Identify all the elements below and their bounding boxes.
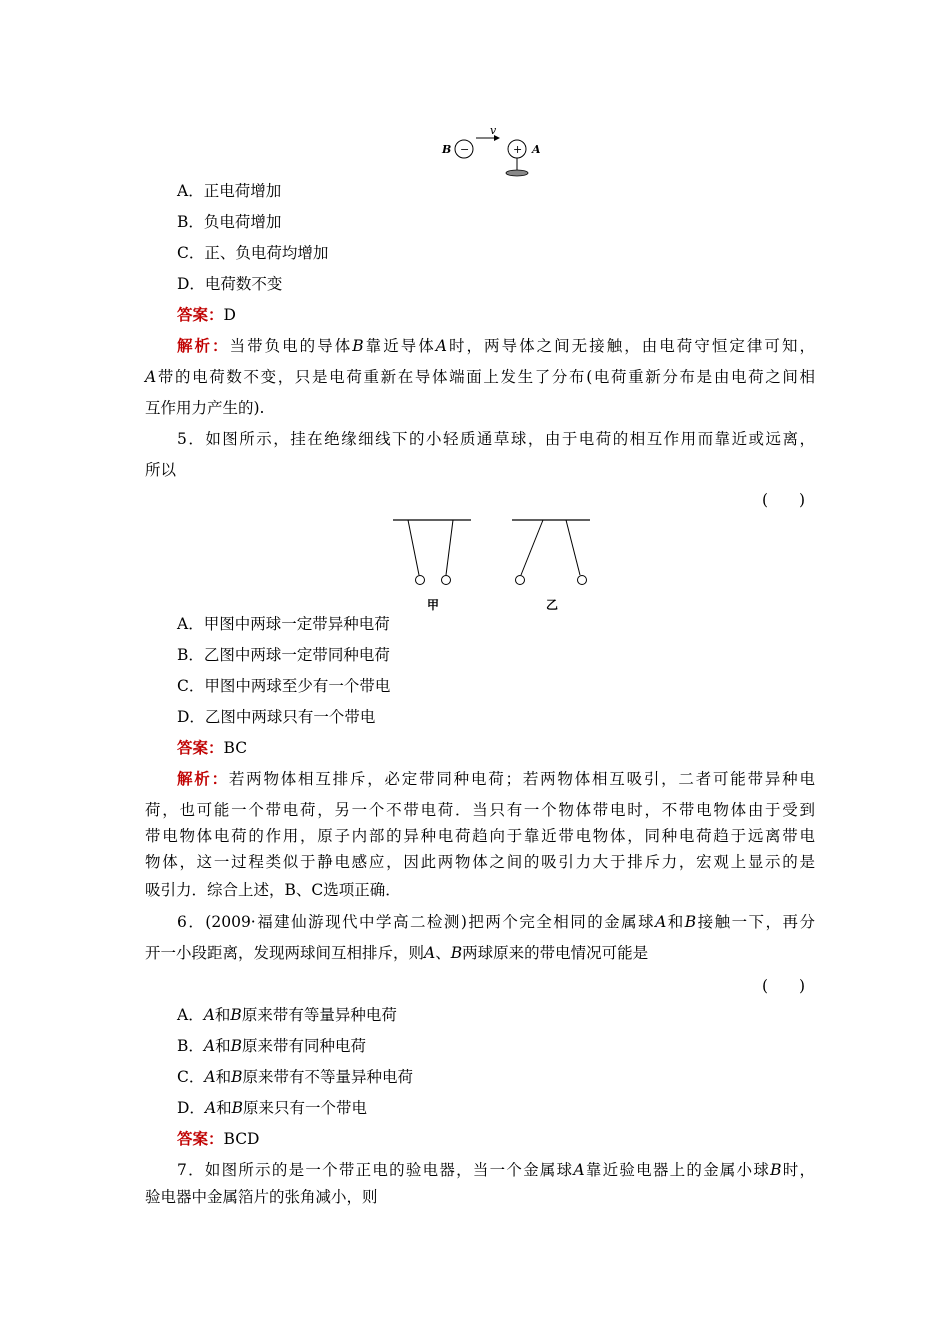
fig1-label-a: A (532, 143, 541, 156)
q5-option-d: D．乙图中两球只有一个带电 (177, 708, 376, 726)
q6-option-a: A．A和B原来带有等量异种电荷 (177, 1006, 397, 1024)
thread (446, 520, 453, 575)
q5-analysis-line-5: 吸引力．综合上述，B、C选项正确． (145, 881, 401, 899)
q5-answer (177, 738, 847, 758)
q4-analysis-line-3: 互作用力产生的). (145, 399, 265, 417)
thread (521, 520, 543, 575)
figure-pith-balls (390, 515, 595, 615)
q7-stem-line-2: 验电器中金属箔片的张角减小，则 (145, 1188, 378, 1206)
q6-answer-blank: ( ) (762, 977, 806, 995)
answer-label: 答案： (177, 1129, 224, 1148)
fig1-label-b: B (442, 143, 452, 156)
q5-option-c: C．甲图中两球至少有一个带电 (177, 677, 391, 695)
q6-option-b: B．A和B原来带有同种电荷 (177, 1037, 367, 1055)
q5-analysis-line-2: 荷，也可能一个带电荷，另一个不带电荷．当只有一个物体带电时，不带电物体由于受到 (145, 801, 815, 819)
thread (566, 520, 580, 575)
q6-option-c: C．A和B原来带有不等量异种电荷 (177, 1068, 413, 1086)
fig1-sign-b: − (460, 143, 470, 156)
q6-answer (177, 1129, 847, 1149)
q5-stem-line-1: 5．如图所示，挂在绝缘细线下的小轻质通草球，由于电荷的相互作用而靠近或远离， (177, 430, 815, 448)
q4-analysis-line-2: A带的电荷数不变，只是电荷重新在导体端面上发生了分布(电荷重新分布是由电荷之间相 (145, 368, 815, 386)
fig2-label-right: 乙 (546, 598, 559, 612)
stand-base (506, 170, 528, 176)
answer-value: D (223, 306, 236, 324)
pith-ball (516, 576, 525, 585)
analysis-label: 解析： (177, 336, 230, 355)
fig2-label-left: 甲 (427, 598, 440, 612)
answer-label: 答案： (177, 305, 224, 324)
answer-label: 答案： (177, 738, 224, 757)
q4-analysis-line-1: 解析：当带负电的导体B靠近导体A时，两导体之间无接触，由电荷守恒定律可知， (177, 336, 815, 355)
thread (408, 520, 419, 575)
figure-charge-approach (440, 124, 550, 180)
q4-answer (177, 305, 847, 325)
q5-answer-blank: ( ) (762, 491, 806, 509)
q4-option-b: B．负电荷增加 (177, 213, 282, 231)
q6-option-d: D．A和B原来只有一个带电 (177, 1099, 368, 1117)
pith-ball (442, 576, 451, 585)
q4-option-c: C．正、负电荷均增加 (177, 244, 329, 262)
q5-analysis-line-4: 物体，这一过程类似于静电感应，因此两物体之间的吸引力大于排斥力，宏观上显示的是 (145, 853, 815, 871)
q5-analysis-line-1: 解析：若两物体相互排斥，必定带同种电荷；若两物体相互吸引，二者可能带异种电 (177, 769, 815, 788)
pith-ball (578, 576, 587, 585)
q4-option-a: A．正电荷增加 (177, 182, 282, 200)
answer-value: BCD (223, 1130, 260, 1148)
q5-option-b: B．乙图中两球一定带同种电荷 (177, 646, 390, 664)
analysis-label: 解析： (177, 769, 229, 788)
q5-option-a: A．甲图中两球一定带异种电荷 (177, 615, 390, 633)
fig1-sign-a: + (513, 143, 523, 156)
q7-stem-line-1: 7．如图所示的是一个带正电的验电器，当一个金属球A靠近验电器上的金属小球B时， (177, 1161, 815, 1179)
pith-ball (416, 576, 425, 585)
q5-stem-line-2: 所以 (145, 461, 177, 479)
q4-option-d: D．电荷数不变 (177, 275, 283, 293)
q5-analysis-line-3: 带电物体电荷的作用，原子内部的异种电荷趋向于靠近带电物体，同种电荷趋于远离带电 (145, 827, 815, 845)
q6-stem-line-2: 开一小段距离，发现两球间互相排斥，则A、B两球原来的带电情况可能是 (145, 944, 649, 962)
fig1-velocity: v (490, 124, 497, 137)
answer-value: BC (223, 739, 248, 757)
q6-stem-line-1: 6．(2009·福建仙游现代中学高二检测)把两个完全相同的金属球A和B接触一下，再分 (177, 913, 815, 931)
